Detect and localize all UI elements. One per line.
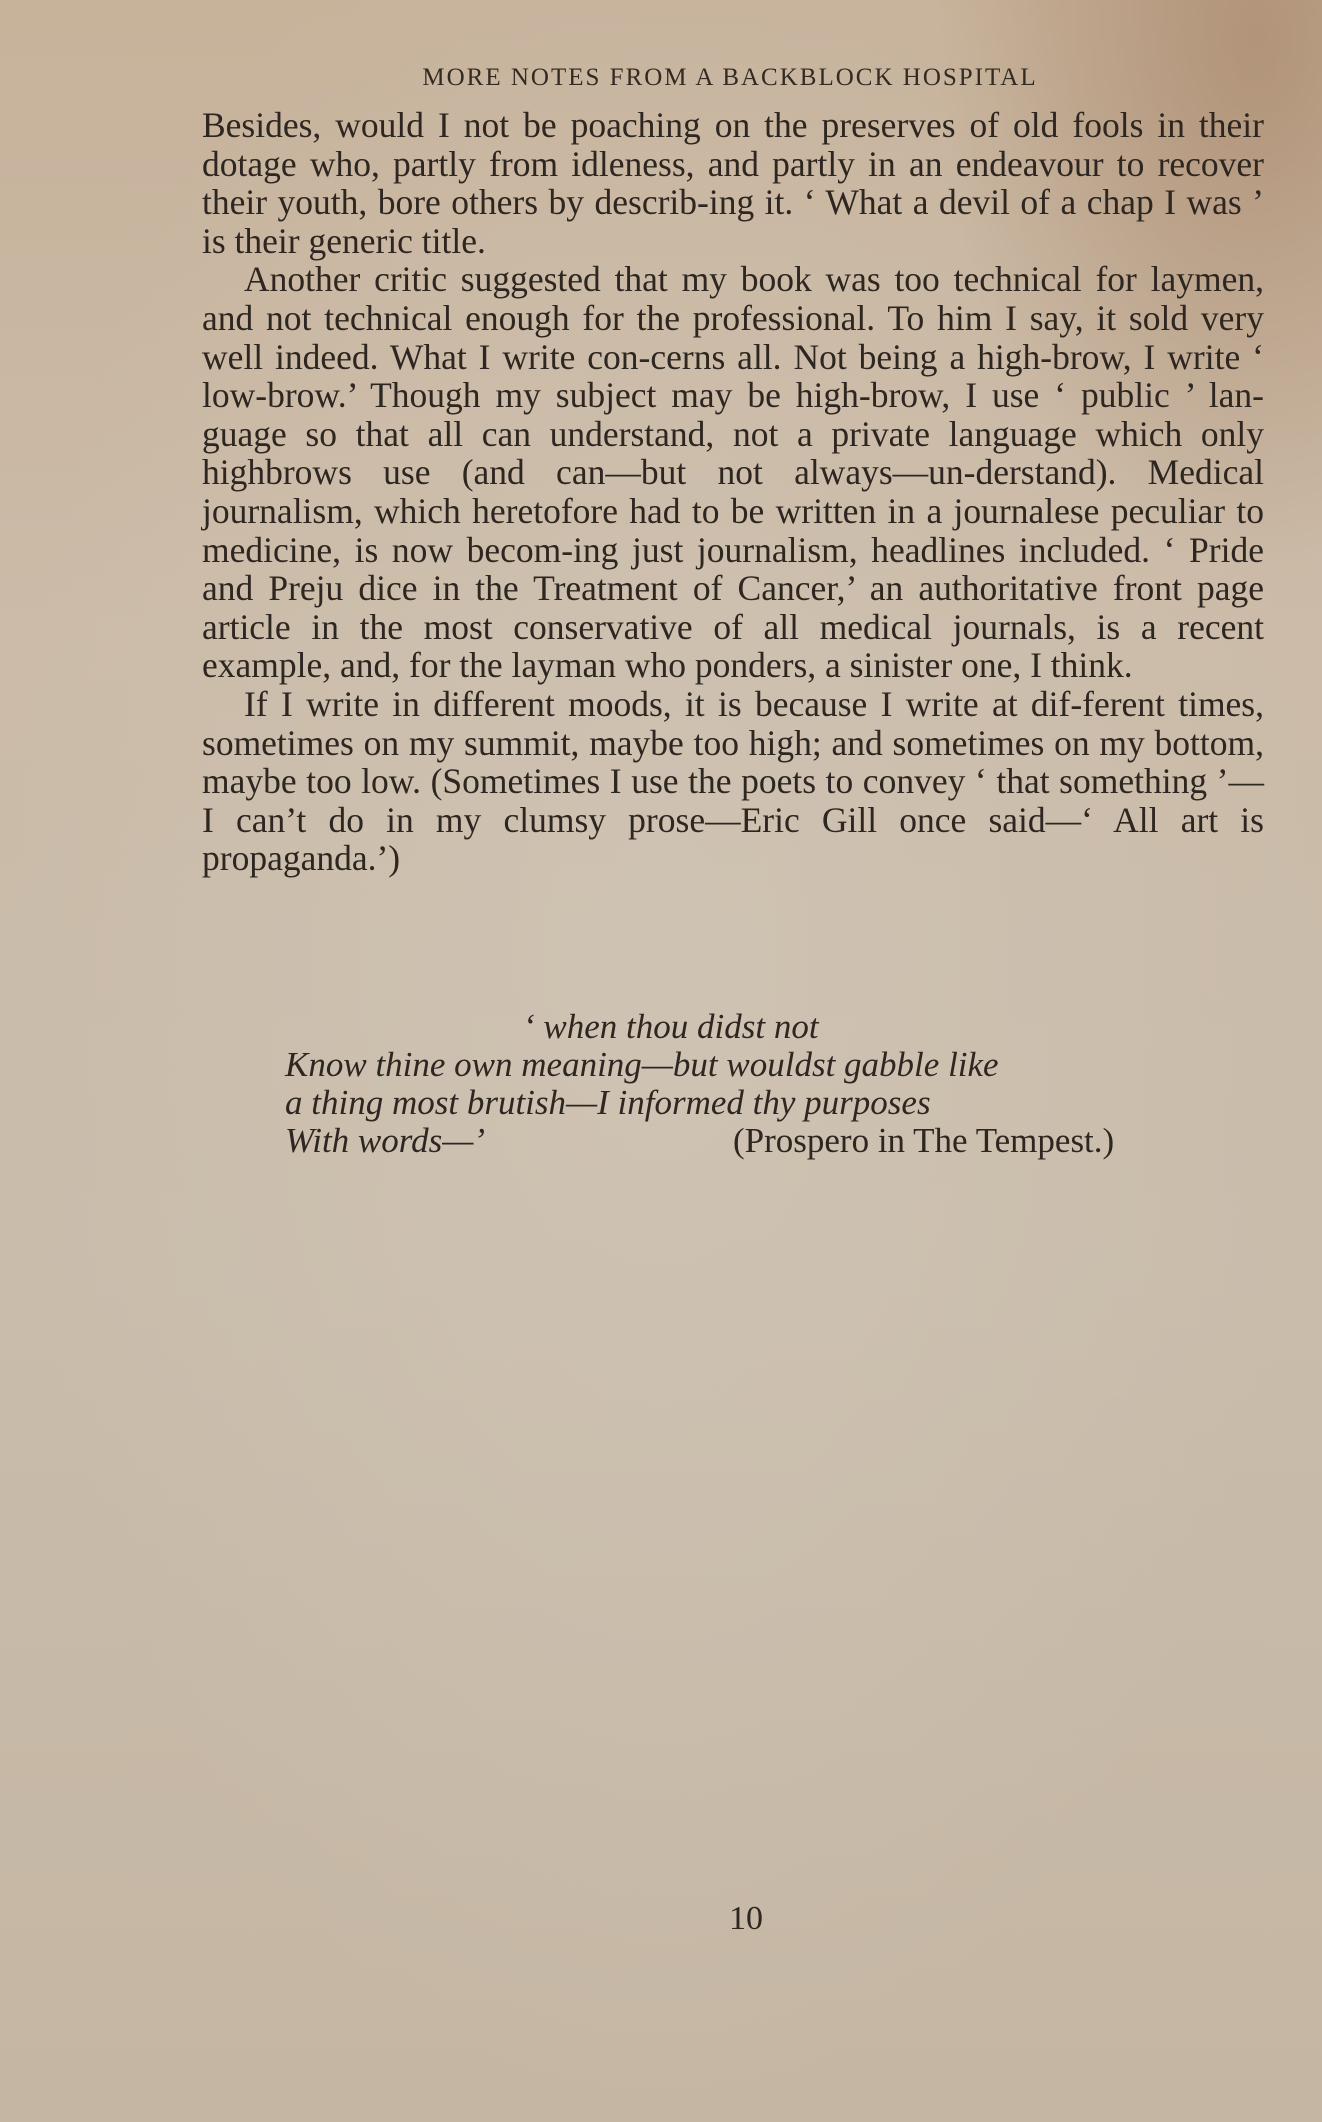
verse-line: a thing most brutish—I informed thy purposes [285,1083,931,1122]
paragraph: Besides, would I not be poaching on the preserves of old fools in their dotage who, partly from idleness, and partly in an endeavour to recover their youth, bore others by describ-ing it. ‘ What a devil of a chap I was ’ is their generic title. [202,105,1264,261]
paragraph: If I write in different moods, it is because I write at dif-ferent times, sometimes on my summit, maybe too high; and sometimes on my bottom, maybe too low. (Sometimes I use the poets to convey ‘ that something ’—I can’t do in my clumsy prose—Eric Gill once said—‘ All art is propaganda.’) [202,683,1264,879]
body-text [202,106,1264,878]
verse-quotation [285,1008,1245,1160]
verse-line: With words—’ [285,1121,485,1160]
running-head: MORE NOTES FROM A BACKBLOCK HOSPITAL [422,64,1038,91]
verse-line: ‘ when thou didst not [523,1007,819,1046]
verse-line: Know thine own meaning—but wouldst gabble like [285,1045,999,1084]
verse-attribution: (Prospero in The Tempest.) [733,1121,1115,1160]
paragraph: Another critic suggested that my book was too technical for laymen, and not technical enough for the professional. To him I say, it sold very well indeed. What I write con-cerns all. Not being a high-brow, I write ‘ low-brow.’ Though my subject may be high-brow, I use ‘ public ’ lan-guage so that all can understand, not a private language which only highbrows use (and can—but not always—un-derstand). Medical journalism, which heretofore had to be written in a journalese peculiar to medicine, is now becom-ing just journalism, headlines included. ‘ Pride and Preju dice in the Treatment of Cancer,’ an authoritative front page article in the most conservative of all medical journals, is a recent example, and, for the layman who ponders, a sinister one, I think. [202,259,1264,686]
page-number: 10 [729,1900,763,1937]
